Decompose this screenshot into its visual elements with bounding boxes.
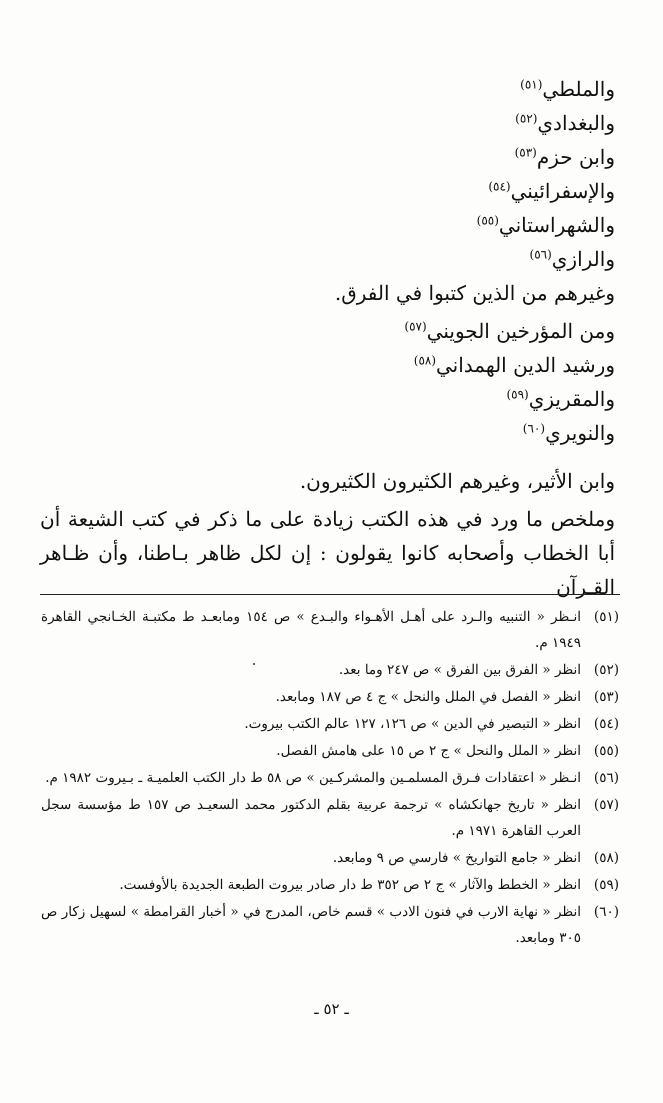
body-line [40,314,615,348]
footnote [41,684,619,710]
footnote-ref: (٥٢) [515,111,538,126]
body-line-text: ومن المؤرخين الجويني [426,319,615,343]
body-line-text: والبغدادي [537,111,615,135]
footnote-number: (٥٢) [593,662,619,678]
body-line [40,416,615,450]
body-line [40,174,615,208]
footnote-number: (٦٠) [593,904,619,920]
body-line-text: والملطي [542,77,615,101]
body-line-text: والمقريزي [528,387,615,411]
footnote-number: (٥٤) [593,716,619,732]
body-line [40,464,615,498]
page-number: ـ ٥٢ ـ [314,1000,349,1018]
footnote-divider [40,594,620,595]
body-line-text: والشهراستاني [498,213,615,237]
body-line-text: ورشيد الدين الهمداني [436,353,615,377]
footnote-ref: (٥٨) [413,353,437,368]
footnote-number: (٥٦) [593,770,619,786]
footnote [41,711,619,737]
footnote-text: انظر « الملل والنحل » ج ٢ ص ١٥ على هامش الفصل. [276,743,581,759]
footnote-ref: (٥٦) [529,247,552,262]
footnote-number: (٥٣) [593,689,619,705]
body-line [40,242,615,276]
footnotes [41,604,619,952]
footnote-ref: (٥٥) [476,213,499,228]
body-line-text: وابن الأثير، وغيرهم الكثيرون الكثيرون. [299,469,615,493]
body-line [40,208,615,242]
footnote-number: (٥٨) [593,850,619,866]
footnote-text: انظر « الفرق بين الفرق » ص ٢٤٧ وما بعد. [338,662,581,678]
body-line-text: والرازي [551,247,615,271]
body-line-text: وغيرهم من الذين كتبوا في الفرق. [334,281,615,305]
footnote-text: انظر « نهاية الارب في فنون الادب » قسم خاص، المدرج في « أخبار القرامطة » لسهيل زكار ص ٣٠٥ ومابعد. [41,904,581,946]
main-text [40,72,615,604]
footnote-ref: (٦٠) [522,421,546,436]
footnote-ref: (٥١) [520,77,543,92]
footnote-text: انظر « التبصير في الدين » ص ١٢٦، ١٢٧ عالم الكتب بيروت. [244,716,581,732]
footnote [41,845,619,871]
footnote-text: انظر « الفصل في الملل والنحل » ج ٤ ص ١٨٧ ومابعد. [275,689,581,705]
footnote [41,657,619,683]
footnote-ref: (٥٣) [514,145,537,160]
footnote [41,792,619,844]
footnote-number: (٥١) [593,609,619,625]
body-line-text: وابن حزم [536,145,615,169]
footnote-ref: (٥٩) [506,387,529,402]
scan-speck [253,663,255,665]
footnote-number: (٥٥) [593,743,619,759]
footnote-text: انـظر « التنبيه والـرد على أهـل الأهـواء والبـدع » ص ١٥٤ ومابعـد ط مكتبـة الخـانجي القاهرة ١٩٤٩ م. [41,609,581,651]
footnote-number: (٥٧) [593,797,619,813]
footnote-text: انـظر « اعتقادات فـرق المسلمـين والمشركـين » ص ٥٨ ط دار الكتب العلميـة ـ بـيروت ١٩٨٢ م. [45,770,581,786]
body-line [40,276,615,310]
body-line-text: والنويري [545,421,615,445]
footnote [41,604,619,656]
footnote-text: انظر « تاريخ جهانكشاه » ترجمة عربية بقلم الدكتور محمد السعيـد ص ١٥٧ ط مؤسسة سجل العرب القاهرة ١٩٧١ م. [41,797,581,839]
body-line [40,348,615,382]
footnote-ref: (٥٧) [404,319,427,334]
footnote [41,765,619,791]
footnote-text: انظر « الخطط والآثار » ج ٢ ص ٣٥٢ ط دار صادر بيروت الطبعة الجديدة بالأوفست. [119,877,581,893]
footnote-text: انظر « جامع التواريخ » فارسي ص ٩ ومابعد. [332,850,581,866]
footnote [41,872,619,898]
body-line [40,106,615,140]
body-line [40,72,615,106]
body-line-text: والإسفرائيني [510,179,615,203]
footnote [41,738,619,764]
body-paragraph: وملخص ما ورد في هذه الكتب زيادة على ما ذكر في كتب الشيعة أن أبا الخطاب وأصحابه كانوا يقولون : إن لكل ظاهر بـاطنا، وأن ظـاهر القـرآن [40,507,615,599]
footnote-number: (٥٩) [593,877,619,893]
body-line [40,140,615,174]
footnote [41,899,619,951]
footnote-ref: (٥٤) [488,179,511,194]
body-line [40,382,615,416]
